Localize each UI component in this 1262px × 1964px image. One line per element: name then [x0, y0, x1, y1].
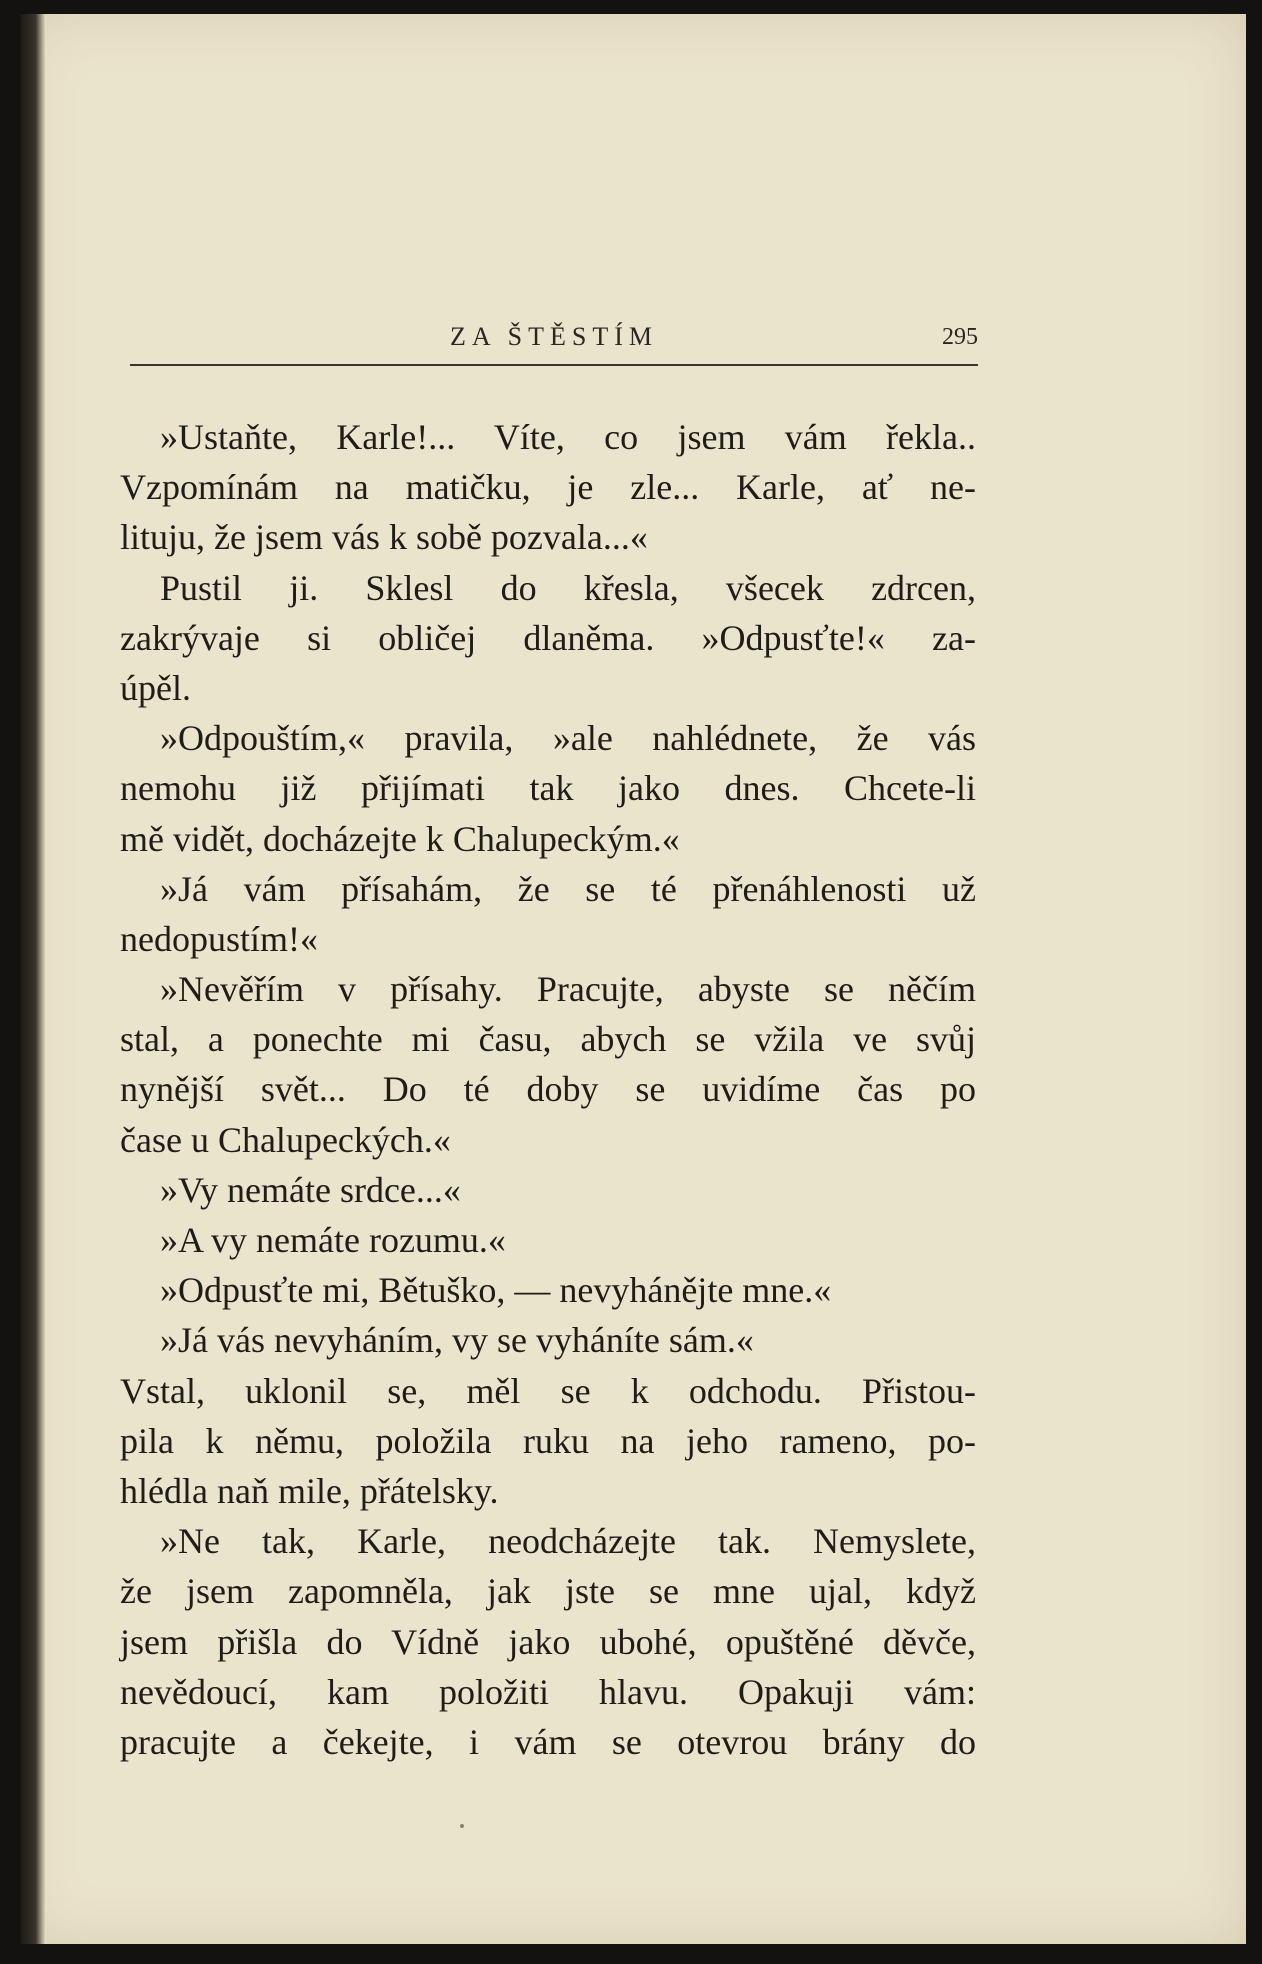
- text-line: zakrývaje si obličej dlaněma. »Odpusťte!« za-: [120, 617, 976, 658]
- text-line: nedopustím!«: [120, 918, 318, 959]
- text-line: Vzpomínám na matičku, je zle... Karle, ať ne-: [120, 467, 976, 508]
- text-line: »A vy nemáte rozumu.«: [160, 1220, 506, 1260]
- text-line: hlédla naň mile, přátelsky.: [120, 1470, 499, 1511]
- text-line: »Vy nemáte srdce...«: [160, 1169, 461, 1210]
- text-line: »Já vám přísahám, že se té přenáhlenosti už: [160, 868, 976, 909]
- text-line: pracujte a čekejte, i vám se otevrou brány do: [120, 1721, 976, 1762]
- paper-speck: [460, 1824, 464, 1828]
- text-line: nemohu již přijímati tak jako dnes. Chcete-li: [120, 768, 976, 809]
- text-line: »Ustaňte, Karle!... Víte, co jsem vám řekla..: [160, 417, 976, 457]
- text-line: jsem přišla do Vídně jako ubohé, opuštěné děvče,: [120, 1621, 976, 1662]
- text-line: lituju, že jsem vás k sobě pozvala...«: [120, 517, 648, 558]
- text-line: úpěl.: [120, 667, 191, 708]
- book-spine-edge: [20, 14, 46, 1944]
- text-line: »Já vás nevyháním, vy se vyháníte sám.«: [160, 1320, 754, 1361]
- text-line: pila k němu, položila ruku na jeho rameno, po-: [120, 1420, 976, 1461]
- text-line: Pustil ji. Sklesl do křesla, všecek zdrcen,: [160, 567, 976, 608]
- text-line: »Odpouštím,« pravila, »ale nahlédnete, že vás: [160, 718, 976, 759]
- body-text: [120, 412, 976, 1767]
- text-line: stal, a ponechte mi času, abych se vžila ve svůj: [120, 1019, 976, 1060]
- text-line: nynější svět... Do té doby se uvidíme čas po: [120, 1069, 976, 1110]
- text-line: že jsem zapomněla, jak jste se mne ujal, když: [120, 1571, 976, 1612]
- text-line: »Nevěřím v přísahy. Pracujte, abyste se něčím: [160, 969, 976, 1010]
- page-number: 295: [942, 324, 978, 350]
- text-line: »Ne tak, Karle, neodcházejte tak. Nemyslete,: [160, 1521, 976, 1562]
- text-line: Vstal, uklonil se, měl se k odchodu. Přistou-: [120, 1370, 976, 1411]
- running-header: [130, 314, 978, 366]
- text-line: »Odpusťte mi, Bětuško, — nevyhánějte mne.«: [160, 1270, 832, 1311]
- text-line: mě vidět, docházejte k Chalupeckým.«: [120, 818, 680, 859]
- text-line: čase u Chalupeckých.«: [120, 1119, 451, 1160]
- paper-page: [20, 14, 1246, 1944]
- text-line: nevědoucí, kam položiti hlavu. Opakuji vám:: [120, 1671, 976, 1712]
- running-title: ZA ŠTĚSTÍM: [449, 322, 659, 351]
